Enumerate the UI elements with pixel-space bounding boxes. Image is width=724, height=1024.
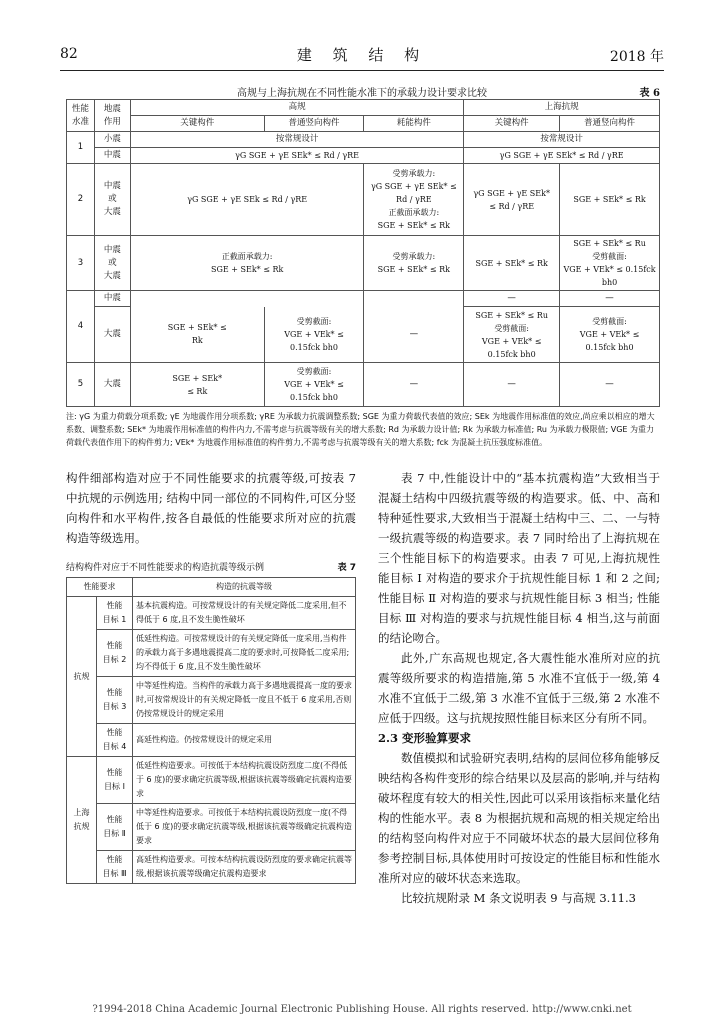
table7-title: 结构构件对应于不同性能要求的构造抗震等级示例 — [66, 563, 265, 573]
table7 — [66, 577, 356, 884]
r3-sh-key: SGE + SEk* ≤ Rk — [464, 236, 560, 291]
r5-sh-normal: — — [560, 363, 660, 407]
r1-small: 小震 — [94, 132, 130, 148]
page-number: 82 — [60, 46, 78, 62]
table6-number: 表 6 — [639, 88, 660, 99]
h-level: 性能 水准 — [67, 100, 95, 132]
r2-sh-key: γG SGE + γE SEk* ≤ Rd / γRE — [464, 164, 560, 236]
r1-sh-elastic: 按常规设计 — [464, 132, 660, 148]
journal-title: 建 筑 结 构 — [296, 46, 428, 64]
t7-desc: 低延性构造。可按常规设计的有关规定降低一度采用,当构件的承载力高于多遇地震提高二度的要求时,可按降低二度采用; 均不得低于 6 度,且不发生脆性破坏 — [133, 630, 356, 677]
r1-level: 1 — [67, 132, 95, 164]
h-key: 关键构件 — [130, 116, 264, 132]
h-sh-key: 关键构件 — [464, 116, 560, 132]
r4-sh-key: SGE + SEk* ≤ Ru 受剪截面: VGE + VEk* ≤ 0.15fck bh0 — [464, 307, 560, 363]
right-paragraph-4: 比较抗规附录 M 条文说明表 9 与高规 3.11.3 — [401, 891, 636, 905]
t7-target: 性能 目标 2 — [97, 630, 133, 677]
h-sh-normal: 普通竖向构件 — [560, 116, 660, 132]
r4-energy: — — [364, 307, 464, 363]
h-energy: 耗能构件 — [364, 116, 464, 132]
r4-level: 4 — [67, 291, 95, 363]
t7-shanghai: 上海 抗规 — [67, 757, 97, 884]
right-column — [378, 468, 660, 908]
r4-mid-energy — [364, 291, 464, 307]
r2-key: γG SGE + γE SEk ≤ Rd / γRE — [130, 164, 364, 236]
t7-desc: 高延性构造要求。可按本结构抗震设防烈度的要求确定抗震等级,根据该抗震等级确定抗震构造要求 — [133, 851, 356, 884]
h-role: 地震 作用 — [94, 100, 130, 132]
r5-big: 大震 — [94, 363, 130, 407]
r5-level: 5 — [67, 363, 95, 407]
r4-sh-normal: 受剪截面: VGE + VEk* ≤ 0.15fck bh0 — [560, 307, 660, 363]
t7-desc: 中等延性构造要求。可按低于本结构抗震设防烈度一度(不得低于 6 度)的要求确定抗震等级,根据该抗震等级确定抗震构造要求 — [133, 804, 356, 851]
r1-mid: 中震 — [94, 148, 130, 164]
t7-kanggui: 抗规 — [67, 597, 97, 757]
t7-target: 性能 目标 3 — [97, 677, 133, 724]
r4-mid-gaogui — [130, 291, 364, 307]
t7-target: 性能 目标 1 — [97, 597, 133, 630]
t7-target: 性能 目标 Ⅲ — [97, 851, 133, 884]
h-normal: 普通竖向构件 — [264, 116, 364, 132]
t7-target: 性能 目标 4 — [97, 724, 133, 757]
t7-h-req: 性能要求 — [67, 578, 133, 597]
copyright-footer: ?1994-2018 China Academic Journal Electronic Publishing House. All rights reserved. http://www.cnki.net — [92, 1004, 632, 1015]
r4-big: 大震 — [94, 307, 130, 363]
right-paragraph-2: 此外,广东高规也规定,各大震性能水准所对应的抗震等级所要求的构造措施,第 5 水准不宜低于一级,第 4 水准不宜低于二级,第 3 水准不宜低于三级,第 2 水准不应低于四级。这与抗规按照性能目标来区分有所不同。 — [378, 651, 660, 725]
right-paragraph-3: 数值模拟和试验研究表明,结构的层间位移角能够反映结构各构件变形的综合结果以及层高的影响,并与结构破坏程度有较大的相关性,因此可以采用该指标来量化结构的性能水平。表 8 为根据抗规和高规的相关规定给出的结构竖向构件对应于不同破坏状态的最大层间位移角参考控制目标,具体使用时可按设定的性能目标和性能水准所对应的破坏状态来选取。 — [378, 751, 660, 885]
r2-sh-normal: SGE + SEk* ≤ Rk — [560, 164, 660, 236]
r3-energy: 受剪承载力: SGE + SEk* ≤ Rk — [364, 236, 464, 291]
r5-energy: — — [364, 363, 464, 407]
t7-desc: 中等延性构造。当构件的承载力高于多遇地震提高一度的要求时,可按常规设计的有关规定降低一度且不低于 6 度采用,否则仍按常规设计的规定采用 — [133, 677, 356, 724]
r4-mid: 中震 — [94, 291, 130, 307]
r4-mid-sh-normal: — — [560, 291, 660, 307]
r3-role: 中震 或 大震 — [94, 236, 130, 291]
r1-sh-formula: γG SGE + γE SEk* ≤ Rd / γRE — [464, 148, 660, 164]
r3-key: 正截面承载力: SGE + SEk* ≤ Rk — [130, 236, 364, 291]
r2-role: 中震 或 大震 — [94, 164, 130, 236]
r4-key: SGE + SEk* ≤ Rk — [130, 307, 264, 363]
left-paragraph: 构件细部构造对应于不同性能要求的抗震等级,可按表 7 中抗规的示例选用; 结构中同一部位的不同构件,可区分竖向构件和水平构件,按各自最低的性能要求所对应的抗震构造等级选用。 — [66, 471, 356, 545]
t7-desc: 高延性构造。仍按常规设计的规定采用 — [133, 724, 356, 757]
r5-sh-key: — — [464, 363, 560, 407]
t7-desc: 基本抗震构造。可按常规设计的有关规定降低二度采用,但不得低于 6 度,且不发生脆性破坏 — [133, 597, 356, 630]
t7-target: 性能 目标 Ⅰ — [97, 757, 133, 804]
header-rule — [60, 70, 664, 71]
section-heading: 2.3 变形验算要求 — [378, 731, 472, 745]
r1-formula: γG SGE + γE SEk* ≤ Rd / γRE — [130, 148, 463, 164]
r5-normal: 受剪截面: VGE + VEk* ≤ 0.15fck bh0 — [264, 363, 364, 407]
r4-normal: 受剪截面: VGE + VEk* ≤ 0.15fck bh0 — [264, 307, 364, 363]
table7-caption — [66, 560, 356, 573]
table6-note: 注: γG 为重力荷载分项系数; γE 为地震作用分项系数; γRE 为承载力抗震调整系数; SGE 为重力荷载代表值的效应; SEk 为地震作用标准值的效应,尚应乘以相应的增大系数、调整系数; SEk* 为地震作用标准值的构件内力,不需考虑与抗震等级有关的增大系数; Rd 为承载力设计值; Rk 为承载力标准值; Ru 为承载力极限值; VGE 为重力荷载代表值作用下的构件剪力; VEk* 为地震作用标准值的构件剪力,不需考虑与抗震等级有关的增大系数; fck 为混凝土抗压强度标准值。 — [66, 412, 655, 447]
t7-target: 性能 目标 Ⅱ — [97, 804, 133, 851]
page-header — [60, 44, 664, 66]
journal-year: 2018 年 — [609, 49, 664, 65]
right-paragraph-1: 表 7 中,性能设计中的“基本抗震构造”大致相当于混凝土结构中四级抗震等级的构造要求。低、中、高和特种延性要求,大致相当于混凝土结构中三、二、一与特一级抗震等级的构造要求。表 7 同时给出了上海抗规在三个性能目标下的构造要求。由表 7 可见,上海抗规性能目标 Ⅰ 对构造的要求介于抗规性能目标 1 和 2 之间; 性能目标 Ⅱ 对构造的要求与抗规性能目标 3 相当; 性能目标 Ⅲ 对构造的要求与抗规性能目标 4 相当,这与前面的结论吻合。 — [378, 471, 660, 645]
r3-sh-normal: SGE + SEk* ≤ Ru 受剪截面: VGE + VEk* ≤ 0.15fck bh0 — [560, 236, 660, 291]
r5-key: SGE + SEk* ≤ Rk — [130, 363, 264, 407]
h-shanghai: 上海抗规 — [464, 100, 660, 116]
t7-h-grade: 构造的抗震等级 — [133, 578, 356, 597]
r3-level: 3 — [67, 236, 95, 291]
r2-energy: 受剪承载力: γG SGE + γE SEk* ≤ Rd / γRE 正截面承载力: SGE + SEk* ≤ Rk — [364, 164, 464, 236]
table6-caption — [60, 84, 664, 100]
r4-mid-sh-key: — — [464, 291, 560, 307]
r1-elastic: 按常规设计 — [130, 132, 463, 148]
r2-level: 2 — [67, 164, 95, 236]
table6-title: 高规与上海抗规在不同性能水准下的承载力设计要求比较 — [237, 88, 487, 99]
table7-number: 表 7 — [337, 563, 356, 573]
h-gaogui: 高规 — [130, 100, 463, 116]
table6 — [66, 99, 660, 407]
t7-desc: 低延性构造要求。可按低于本结构抗震设防烈度二度(不得低于 6 度)的要求确定抗震等级,根据该抗震等级确定抗震构造要求 — [133, 757, 356, 804]
